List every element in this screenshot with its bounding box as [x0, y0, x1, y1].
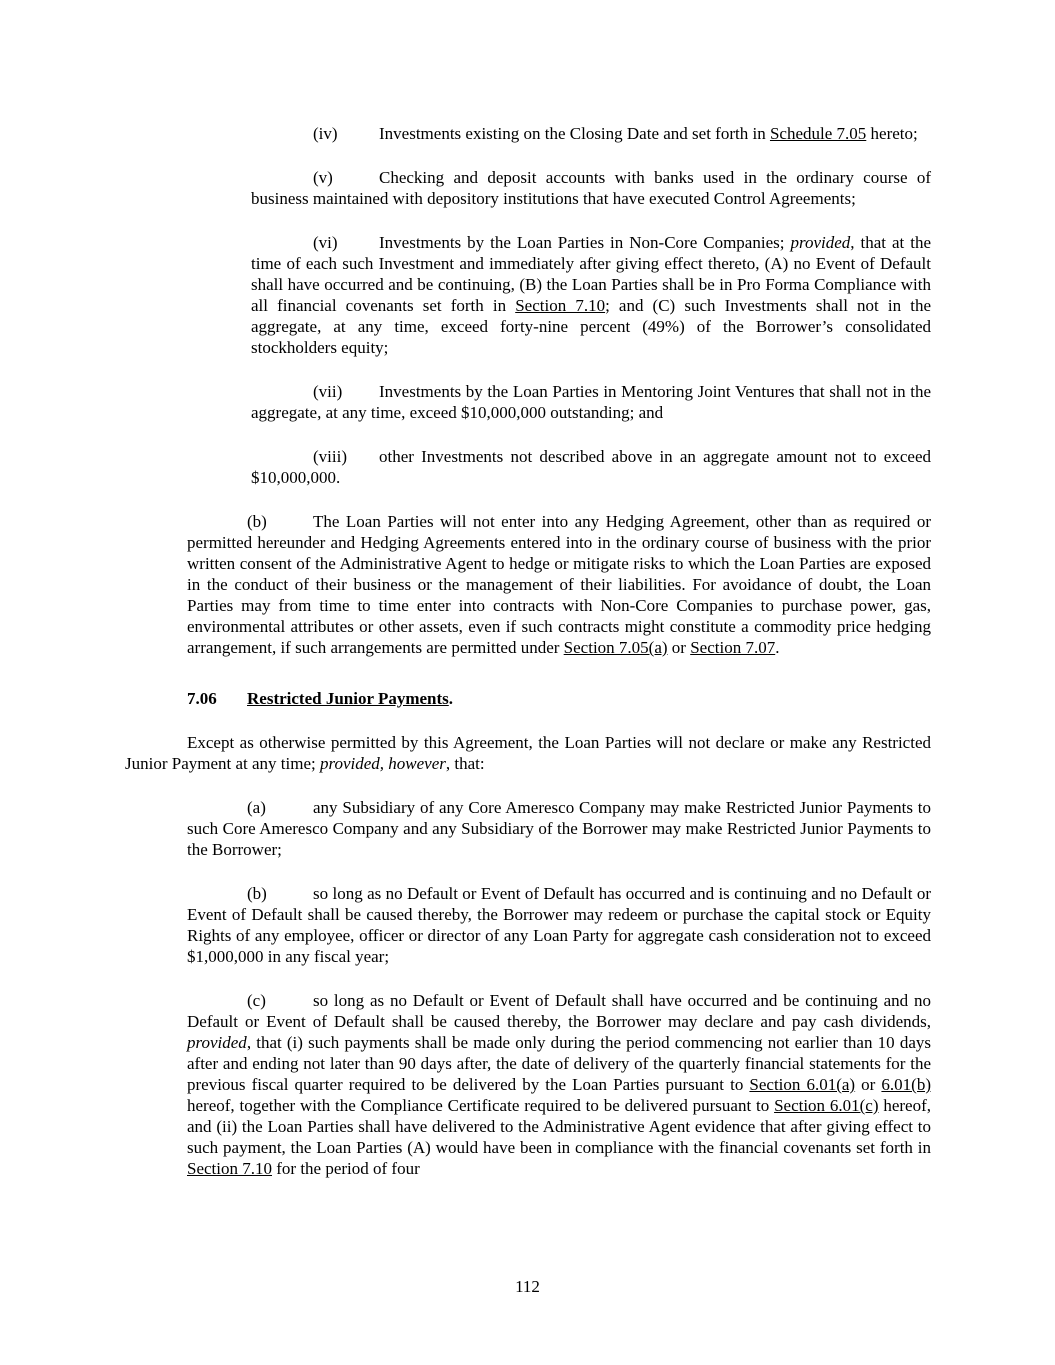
text-run: .	[775, 638, 780, 657]
clause-marker: 7.06	[187, 689, 217, 708]
text-run: hereof, and (ii) the Loan Parties shall have delivered to the Administrative Agent evidence that after giving effect to such payment, the Loan Parties (A) would have been in compliance with the financial covenants set forth in	[187, 1096, 931, 1157]
section-7.06-heading	[187, 688, 931, 709]
clause-vi	[251, 232, 931, 358]
text-run: hereto;	[866, 124, 918, 143]
text-run: for the period of four	[272, 1159, 420, 1178]
clause-7.06-b	[187, 883, 931, 967]
clause-iv	[251, 123, 931, 144]
clause-marker: (a)	[247, 798, 266, 817]
clause-marker: (b)	[247, 884, 267, 903]
clause-7.06-a	[187, 797, 931, 860]
section-reference: Section 6.01(a)	[749, 1075, 856, 1094]
clause-marker: (v)	[313, 168, 333, 187]
clause-marker: (vii)	[313, 382, 343, 401]
text-run: ; and (C) such Investments shall not in the aggregate, at any time, exceed forty-nine percent (49%) of the Borrower’s consolidated stockholders equity;	[251, 296, 931, 357]
text-run: Investments by the Loan Parties in Non-Core Companies;	[379, 233, 791, 252]
emphasis-text: provided	[790, 233, 851, 252]
text-run: so long as no Default or Event of Default has occurred and is continuing and no Default or Event of Default shall be caused thereby, the Borrower may redeem or purchase the capital stock or Equity Rights of any employee, officer or director of any Loan Party for aggregate cash consideration not to exceed $1,000,000 in any fiscal year;	[187, 884, 931, 966]
emphasis-text: provided, however	[320, 754, 446, 773]
text-run: so long as no Default or Event of Default shall have occurred and be continuing and no Default or Event of Default shall be caused thereby, the Borrower may declare and pay cash dividends,	[187, 991, 931, 1031]
section-reference: Section 7.05(a)	[563, 638, 668, 657]
clause-vii	[251, 381, 931, 423]
clause-7.05-b	[187, 511, 931, 658]
clause-viii	[251, 446, 931, 488]
text-run: The Loan Parties will not enter into any Hedging Agreement, other than as required or permitted hereunder and Hedging Agreements entered into in the ordinary course of business with the prior written consent of the Administrative Agent to hedge or mitigate risks to which the Loan Parties are exposed in the conduct of their business or the management of their liabilities. For avoidance of doubt, the Loan Parties may from time to time enter into contracts with Non-Core Companies to purchase power, gas, environmental attributes or other assets, even if such contracts might constitute a commodity price hedging arrangement, if such arrangements are permitted under	[187, 512, 931, 657]
page-number: 112	[515, 1277, 540, 1296]
heading-title: Restricted Junior Payments	[247, 689, 449, 708]
clause-marker: (viii)	[313, 447, 347, 466]
clause-7.06-c	[187, 990, 931, 1179]
text-run: Checking and deposit accounts with banks used in the ordinary course of business maintained with depository institutions that have executed Control Agreements;	[251, 168, 931, 208]
text-run: Except as otherwise permitted by this Agreement, the Loan Parties will not declare or make any Restricted Junior Payment at any time;	[125, 733, 931, 773]
text-run: , that (i) such payments shall be made only during the period commencing not earlier than 10 days after and ending not later than 90 days after, the date of delivery of the quarterly financial statements for the previous fiscal quarter required to be delivered by the Loan Parties pursuant to	[187, 1033, 931, 1094]
text-run: any Subsidiary of any Core Ameresco Company may make Restricted Junior Payments to such Core Ameresco Company and any Subsidiary of the Borrower may make Restricted Junior Payments to the Borrower;	[187, 798, 931, 859]
section-reference: Section 7.10	[187, 1159, 272, 1178]
paragraph-list	[125, 123, 931, 1179]
clause-marker: (iv)	[313, 124, 338, 143]
section-7.06-intro	[125, 732, 931, 774]
clause-marker: (c)	[247, 991, 266, 1010]
section-reference: 6.01(b)	[881, 1075, 931, 1094]
section-reference: Section 7.10	[515, 296, 606, 315]
text-run: Investments existing on the Closing Date and set forth in	[379, 124, 770, 143]
page-footer	[0, 1276, 1055, 1297]
text-run: , that:	[445, 754, 485, 773]
section-reference: Section 6.01(c)	[774, 1096, 879, 1115]
section-reference: Section 7.07	[690, 638, 776, 657]
text-run: hereof, together with the Compliance Certificate required to be delivered pursuant to	[187, 1096, 775, 1115]
page-content	[125, 100, 931, 1179]
text-run: , that at the time of each such Investment and immediately after giving effect thereto, (A) no Event of Default shall have occurred and be continuing, (B) the Loan Parties shall be in Pro Forma Compliance with all financial covenants set forth in	[251, 233, 932, 315]
clause-v	[251, 167, 931, 209]
text-run: other Investments not described above in an aggregate amount not to exceed $10,000,000.	[251, 447, 931, 487]
heading-text: .	[448, 689, 454, 708]
section-reference: Schedule 7.05	[769, 124, 867, 143]
clause-marker: (b)	[247, 512, 267, 531]
text-run: or	[855, 1075, 882, 1094]
text-run: or	[667, 638, 691, 657]
clause-marker: (vi)	[313, 233, 338, 252]
emphasis-text: provided	[187, 1033, 247, 1052]
text-run: Investments by the Loan Parties in Mentoring Joint Ventures that shall not in the aggregate, at any time, exceed $10,000,000 outstanding; and	[251, 382, 931, 422]
